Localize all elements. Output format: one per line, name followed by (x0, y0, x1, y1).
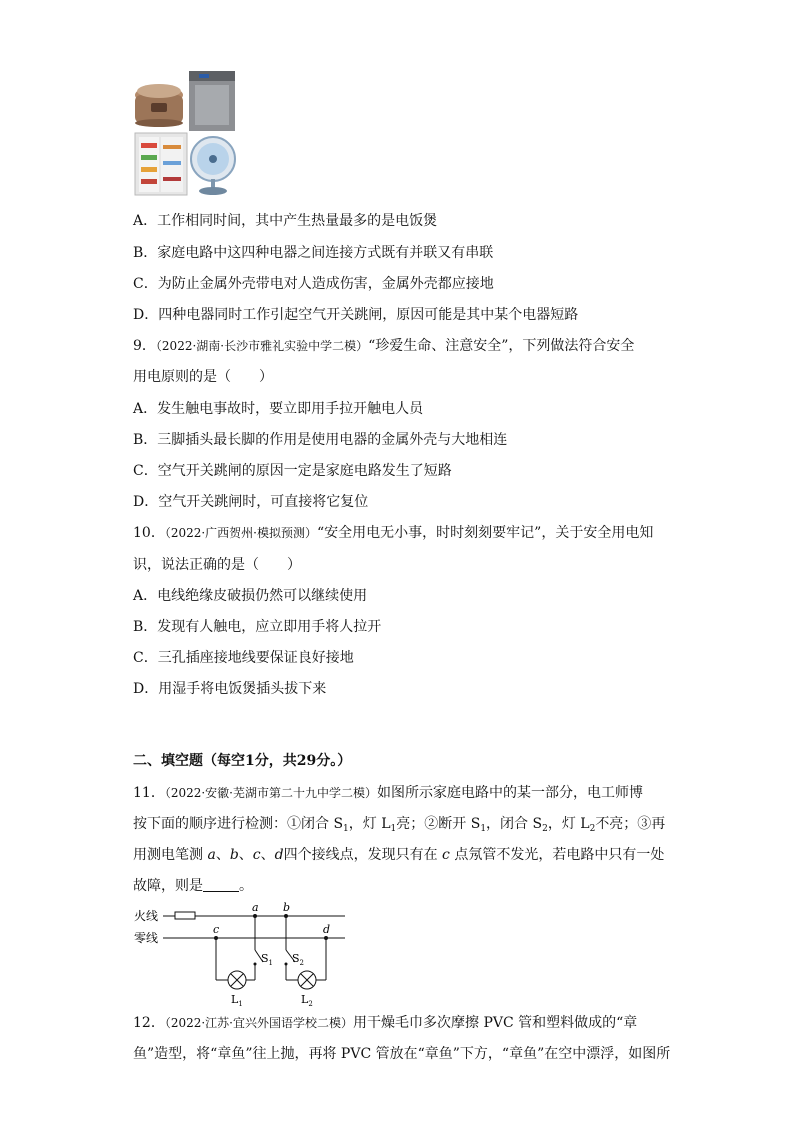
q8-option-b: B．家庭电路中这四种电器之间连接方式既有并联又有串联 (133, 245, 494, 261)
q11-var: b (229, 847, 239, 863)
q11-sub: 2 (589, 824, 596, 834)
q11-text: 不亮；③再 (595, 816, 666, 832)
answer-blank[interactable] (203, 879, 239, 892)
washing-machine-image (189, 71, 235, 131)
q11-text: ，闭合 S (486, 816, 543, 832)
lamp-l1-icon (228, 971, 246, 989)
q11-stem-line1 (133, 784, 643, 802)
junction-a (253, 914, 257, 918)
q8-option-a: A．工作相同时间，其中产生热量最多的是电饭煲 (133, 213, 438, 229)
q11-number: 11． (133, 785, 165, 801)
q10-number: 10． (133, 525, 165, 541)
q12-stem-line2: 鱼”造型，将“章鱼”往上抛，再将 PVC 管放在“章鱼”下方，“章鱼”在空中漂浮，如图所 (133, 1046, 671, 1062)
q11-sub: 1 (343, 824, 349, 834)
q11-sub: 1 (480, 824, 487, 834)
q8-option-d: D．四种电器同时工作引起空气开关跳闸，原因可能是其中某个电器短路 (133, 307, 579, 323)
q9-source: （2022·湖南·长沙市雅礼实验中学二模） (155, 339, 369, 353)
q11-sub: 1 (390, 824, 397, 834)
q11-var: a (207, 847, 216, 863)
section-note: （每空1分，共29分。） (203, 753, 352, 769)
q11-var: c (252, 847, 261, 863)
q9-stem-text: “珍爱生命、注意安全”，下列做法符合安全 (368, 338, 635, 354)
electric-fan-image (191, 137, 235, 195)
q11-text: 按下面的顺序进行检测：①闭合 S (133, 816, 344, 832)
q11-stem-line3 (133, 846, 664, 864)
point-a-label: a (252, 901, 259, 914)
q8-option-c: C．为防止金属外壳带电对人造成伤害，金属外壳都应接地 (133, 276, 494, 292)
q12-stem-line1 (133, 1014, 637, 1032)
q11-sep: 、 (260, 847, 275, 863)
q11-text: 亮；②断开 S (396, 816, 481, 832)
q11-sep: 、 (215, 847, 230, 863)
q10-stem-line2: 识，说法正确的是（ ） (133, 557, 301, 573)
q11-text: 故障，则是 (133, 878, 203, 894)
q10-source: （2022·广西贺州·模拟预测） (164, 526, 317, 540)
q10-stem-line1 (133, 524, 653, 542)
q9-number: 9． (133, 338, 156, 354)
q12-stem-text: 用干燥毛巾多次摩擦 PVC 管和塑料做成的“章 (353, 1015, 638, 1031)
circuit-diagram (133, 900, 348, 1008)
junction-d (324, 936, 328, 940)
q10-stem-text: “安全用电无小事，时时刻刻要牢记”，关于安全用电知 (317, 525, 654, 541)
switch-s1-label: $S_1$ (261, 952, 274, 967)
q9-stem-line2: 用电原则的是（ ） (133, 369, 273, 385)
q11-sub: 2 (542, 824, 548, 834)
q10-option-a: A．电线绝缘皮破损仍然可以继续使用 (133, 588, 368, 604)
q9-option-d: D．空气开关跳闸时，可直接将它复位 (133, 494, 369, 510)
q11-text: ，灯 L (547, 816, 590, 832)
q12-number: 12． (133, 1015, 165, 1031)
live-wire-label: 火线 (134, 909, 159, 923)
refrigerator-image (135, 133, 187, 195)
appliances-figure (133, 69, 241, 197)
q11-stem-text: 如图所示家庭电路中的某一部分，电工师博 (377, 785, 643, 801)
q11-text: 用测电笔测 (133, 847, 208, 863)
q11-text: 。 (239, 878, 253, 894)
q9-stem-line1 (133, 337, 634, 355)
rice-cooker-image (135, 84, 183, 127)
junction-b (284, 914, 288, 918)
q10-option-c: C．三孔插座接地线要保证良好接地 (133, 650, 354, 666)
q10-option-b: B．发现有人触电，应立即用手将人拉开 (133, 619, 382, 635)
q11-stem-line2 (133, 815, 665, 833)
q12-source: （2022·江苏·宜兴外国语学校二模） (164, 1016, 353, 1030)
q11-text: ，灯 L (348, 816, 391, 832)
q11-text: 点氖管不发光，若电路中只有一处 (449, 847, 665, 863)
point-c-label: c (213, 923, 220, 936)
neutral-wire-label: 零线 (134, 931, 159, 945)
section-title: 二、填空题 (133, 753, 203, 769)
junction-c (214, 936, 218, 940)
fuse-icon (175, 912, 195, 919)
q11-stem-line4 (133, 877, 253, 895)
q11-var: d (274, 847, 284, 863)
lamp-l1-label: $L_1$ (231, 993, 243, 1008)
q11-source: （2022·安徽·芜湖市第二十九中学二模） (164, 786, 377, 800)
switch-s2-label: $S_2$ (292, 952, 305, 967)
q9-option-c: C．空气开关跳闸的原因一定是家庭电路发生了短路 (133, 463, 452, 479)
point-d-label: d (323, 923, 331, 936)
point-b-label: b (283, 901, 291, 914)
q10-option-d: D．用湿手将电饭煲插头拔下来 (133, 681, 327, 697)
q11-text: 四个接线点，发现只有在 (283, 847, 443, 863)
section-heading (133, 752, 351, 770)
q9-option-a: A．发生触电事故时，要立即用手拉开触电人员 (133, 401, 424, 417)
q11-sep: 、 (238, 847, 253, 863)
lamp-l2-icon (298, 971, 316, 989)
q9-option-b: B．三脚插头最长脚的作用是使用电器的金属外壳与大地相连 (133, 432, 508, 448)
q11-var: c (442, 847, 450, 863)
lamp-l2-label: $L_2$ (301, 993, 313, 1008)
